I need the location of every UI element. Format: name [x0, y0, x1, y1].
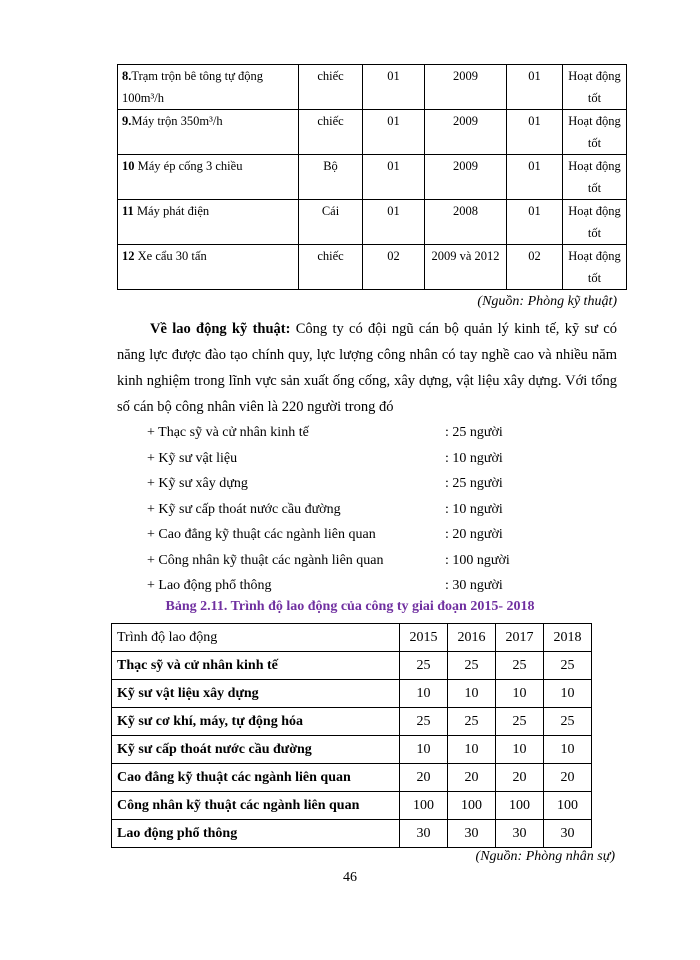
equipment-unit-cell: chiếc: [299, 110, 363, 155]
labor-row: [112, 736, 592, 764]
equipment-year-cell: 2009: [425, 65, 507, 110]
staff-category: + Cao đẳng kỹ thuật các ngành liên quan: [147, 527, 376, 542]
labor-category-cell: Thạc sỹ và cử nhân kinh tế: [112, 652, 400, 680]
labor-value-cell: 25: [496, 708, 544, 736]
labor-value-cell: 10: [448, 680, 496, 708]
equipment-name-cell: [118, 200, 299, 245]
header-year-cell: 2018: [544, 624, 592, 652]
equipment-qty2-cell: 01: [507, 110, 563, 155]
equipment-name-cell: [118, 65, 299, 110]
header-year-cell: 2017: [496, 624, 544, 652]
equipment-name-cell: [118, 155, 299, 200]
equipment-unit-cell: Bộ: [299, 155, 363, 200]
equipment-qty-cell: 01: [363, 110, 425, 155]
staff-category: + Kỹ sư cấp thoát nước cầu đường: [147, 501, 341, 517]
labor-value-cell: 10: [544, 736, 592, 764]
labor-row: [112, 708, 592, 736]
equipment-name-cell: [118, 245, 299, 290]
staff-count: : 10 người: [445, 450, 503, 466]
header-year-cell: 2016: [448, 624, 496, 652]
equipment-year-cell: 2008: [425, 200, 507, 245]
labor-value-cell: 25: [400, 708, 448, 736]
header-label-cell: Trình độ lao động: [112, 624, 400, 652]
equipment-row: [118, 155, 627, 200]
staff-count: : 20 người: [445, 527, 503, 542]
labor-value-cell: 25: [544, 652, 592, 680]
equipment-qty-cell: 01: [363, 200, 425, 245]
equipment-name: Máy ép cống 3 chiều: [134, 159, 243, 173]
equipment-row: [118, 110, 627, 155]
labor-value-cell: 10: [496, 680, 544, 708]
equipment-number: 12: [122, 249, 135, 263]
labor-value-cell: 10: [496, 736, 544, 764]
equipment-unit-cell: Cái: [299, 200, 363, 245]
equipment-qty2-cell: 01: [507, 200, 563, 245]
labor-value-cell: 10: [544, 680, 592, 708]
labor-header-row: [112, 624, 592, 652]
equipment-status-cell: Hoạt động tốt: [563, 65, 627, 110]
labor-category-cell: Cao đẳng kỹ thuật các ngành liên quan: [112, 764, 400, 792]
labor-table: [111, 623, 592, 848]
labor-value-cell: 25: [448, 708, 496, 736]
equipment-status-cell: Hoạt động tốt: [563, 110, 627, 155]
labor-value-cell: 10: [400, 736, 448, 764]
labor-value-cell: 20: [544, 764, 592, 792]
labor-value-cell: 100: [544, 792, 592, 820]
labor-row: [112, 652, 592, 680]
header-year-cell: 2015: [400, 624, 448, 652]
staff-category: + Kỹ sư xây dựng: [147, 476, 248, 491]
paragraph-lead: Về lao động kỹ thuật:: [150, 321, 291, 337]
staff-count: : 25 người: [445, 425, 503, 440]
equipment-qty-cell: 02: [363, 245, 425, 290]
equipment-status-cell: Hoạt động tốt: [563, 155, 627, 200]
labor-value-cell: 25: [544, 708, 592, 736]
equipment-name: Xe cẩu 30 tấn: [134, 249, 207, 263]
staff-category: + Kỹ sư vật liệu: [147, 450, 238, 466]
equipment-source-note: (Nguồn: Phòng kỹ thuật): [477, 294, 617, 309]
table-caption: Bảng 2.11. Trình độ lao động của công ty giai đoạn 2015- 2018: [165, 599, 535, 614]
labor-row: [112, 792, 592, 820]
labor-value-cell: 10: [400, 680, 448, 708]
labor-value-cell: 30: [496, 820, 544, 848]
labor-value-cell: 100: [448, 792, 496, 820]
equipment-name: Trạm trộn bê tông tự động 100m³/h: [122, 69, 264, 105]
equipment-number: 11: [122, 204, 134, 218]
equipment-row: [118, 200, 627, 245]
page-number: 46: [343, 870, 357, 885]
equipment-year-cell: 2009: [425, 155, 507, 200]
staff-category: + Lao động phổ thông: [147, 578, 272, 593]
equipment-year-cell: 2009: [425, 110, 507, 155]
equipment-name: Máy phát điện: [133, 204, 210, 218]
labor-value-cell: 30: [400, 820, 448, 848]
labor-row: [112, 820, 592, 848]
equipment-table: [117, 64, 627, 290]
labor-value-cell: 20: [448, 764, 496, 792]
equipment-name: Máy trộn 350m³/h: [131, 114, 223, 128]
labor-category-cell: Lao động phổ thông: [112, 820, 400, 848]
labor-value-cell: 20: [496, 764, 544, 792]
equipment-unit-cell: chiếc: [299, 65, 363, 110]
labor-value-cell: 10: [448, 736, 496, 764]
labor-value-cell: 100: [400, 792, 448, 820]
equipment-status-cell: Hoạt động tốt: [563, 200, 627, 245]
labor-value-cell: 25: [400, 652, 448, 680]
staff-count: : 100 người: [445, 552, 510, 568]
labor-value-cell: 25: [448, 652, 496, 680]
labor-row: [112, 680, 592, 708]
labor-value-cell: 30: [544, 820, 592, 848]
equipment-name-cell: [118, 110, 299, 155]
labor-category-cell: Kỹ sư cơ khí, máy, tự động hóa: [112, 708, 400, 736]
labor-category-cell: Kỹ sư vật liệu xây dựng: [112, 680, 400, 708]
staff-count: : 30 người: [445, 578, 503, 593]
labor-value-cell: 30: [448, 820, 496, 848]
staff-category: + Công nhân kỹ thuật các ngành liên quan: [147, 552, 384, 568]
equipment-number: 10: [122, 159, 135, 173]
equipment-qty2-cell: 01: [507, 65, 563, 110]
labor-paragraph: [117, 316, 617, 420]
equipment-qty-cell: 01: [363, 155, 425, 200]
equipment-qty-cell: 01: [363, 65, 425, 110]
equipment-unit-cell: chiếc: [299, 245, 363, 290]
labor-value-cell: 25: [496, 652, 544, 680]
labor-category-cell: Kỹ sư cấp thoát nước cầu đường: [112, 736, 400, 764]
labor-category-cell: Công nhân kỹ thuật các ngành liên quan: [112, 792, 400, 820]
staff-count: : 10 người: [445, 501, 503, 517]
equipment-status-cell: Hoạt động tốt: [563, 245, 627, 290]
staff-count: : 25 người: [445, 476, 503, 491]
labor-value-cell: 100: [496, 792, 544, 820]
equipment-qty2-cell: 02: [507, 245, 563, 290]
paragraph-text: Công ty có đội ngũ cán bộ quản lý kinh tế, kỹ sư có năng lực được đào tạo chính quy, lực lượng công nhân có tay nghề cao và nhiều năm kinh nghiệm trong lĩnh vực sản xuất ống cống, xây dựng, vật liệu xây dựng. Với tổng số cán bộ công nhân viên là 220 người trong đó: [117, 321, 617, 415]
labor-row: [112, 764, 592, 792]
labor-value-cell: 20: [400, 764, 448, 792]
staff-category: + Thạc sỹ và cử nhân kinh tế: [147, 425, 309, 440]
equipment-number: 8.: [122, 69, 132, 83]
equipment-row: [118, 245, 627, 290]
equipment-row: [118, 65, 627, 110]
equipment-qty2-cell: 01: [507, 155, 563, 200]
labor-source-note: (Nguồn: Phòng nhân sự): [475, 849, 615, 864]
equipment-number: 9.: [122, 114, 132, 128]
equipment-year-cell: 2009 và 2012: [425, 245, 507, 290]
